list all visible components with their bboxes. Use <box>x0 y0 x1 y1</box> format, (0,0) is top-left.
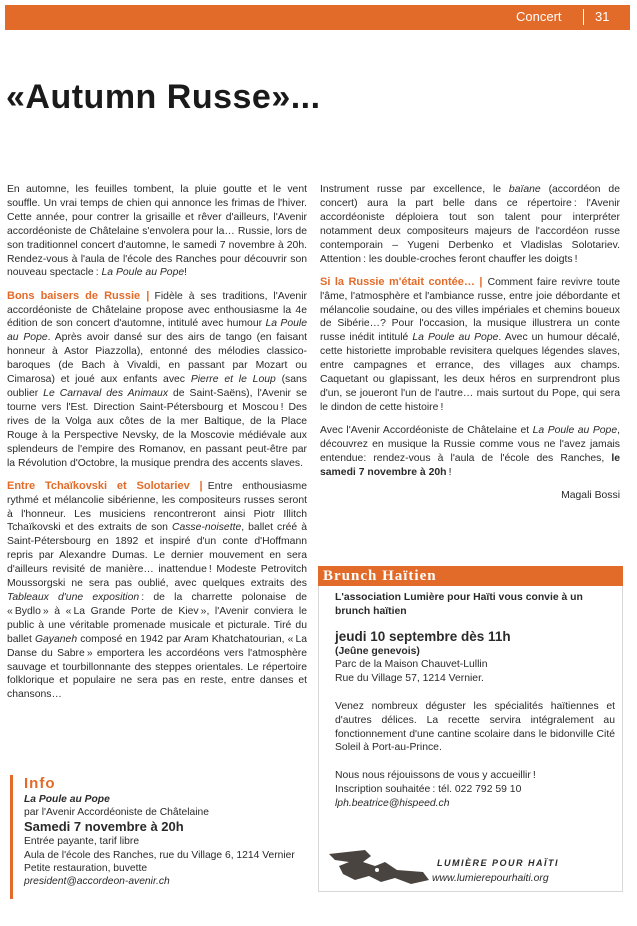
logo-url: www.lumierepourhaiti.org <box>432 873 549 884</box>
brunch-box <box>318 566 623 892</box>
brunch-date: jeudi 10 septembre dès 11h <box>335 628 511 644</box>
info-venue: Aula de l'école des Ranches, rue du Village 6, 1214 Vernier <box>24 849 295 861</box>
brunch-note: (Jeûne genevois) <box>335 645 420 657</box>
brunch-text: Venez nombreux déguster les spécialités haïtiennes et d'autres délices. La recette servira intégralement au fonctionnement d'une cantine scolaire dans le bidonville Cité Soleil à Port-au-Prince. <box>335 700 615 754</box>
section-tchaikovski: Entre Tchaïkovski et Solotariev | Entre enthousiasme rythmé et mélancolie sibérienne, les compositeurs russes seront à l'honneur. Les musiciens rencontreront ainsi Piotr Illitch Tchaïkovski et des extraits de son Casse-noisette, ballet créé à Saint-Pétersbourg en 1892 et inspiré d'un conte d'Hoffmann repris par Alexandre Dumas. Le dernier mouvement en sera d'ailleurs revisité de manière… inattendue ! Modeste Petrovitch Moussorgski ne sera pas oublié, avec quelques extraits des Tableaux d'une exposition : de la charrette polonaise de « Bydlo » à « La Grande Porte de Kiev », l'Avenir conviera le public à une véritable promenade musicale et picturale. Tiré du ballet Gayaneh composé en 1942 par Aram Khatchatourian, « La Danse du Sabre » emportera les accordéons vers l'atmosphère sauvage et tourbillonnante des steppes orientales. Le répertoire folklorique et populaire ne sera pas en reste, entre danses et chansons… <box>7 479 308 701</box>
section-bons-baisers: Bons baisers de Russie | Fidèle à ses traditions, l'Avenir accordéoniste de Châtelaine propose avec enthousiasme la 4e édition de son concert d'automne, intitulé avec humour La Poule au Pope. Après avoir dansé sur des airs de tango (en faisant honneur à Astor Piazzolla), entonné des mélodies classico-baroques (de Bach à Vivaldi, en passant par Mozart ou Cimarosa) et joué aux enfants avec Pierre et le Loup (sans oublier Le Carnaval des Animaux de Saint-Saëns), l'Avenir se tourne vers l'Est. Direction Saint-Pétersbourg et Moscou ! Des rives de la Volga aux côtes de la mer Baltique, de la Place Rouge à la Perspective Nevsky, de la Moscovie médiévale aux splendeurs de l'empire des Romanov, en passant peut-être par la Révolution d'Octobre, la musique prendra des accents slaves. <box>7 289 308 469</box>
header-divider <box>583 9 584 25</box>
section-heading: Bons baisers de Russie | <box>7 289 150 302</box>
brunch-body <box>318 586 623 892</box>
brunch-signup: Inscription souhaitée : tél. 022 792 59 10 <box>335 783 522 795</box>
header-bar <box>5 5 630 30</box>
info-date: Samedi 7 novembre à 20h <box>24 819 184 835</box>
left-column <box>7 183 307 712</box>
intro-paragraph: En automne, les feuilles tombent, la pluie goutte et le vent souffle. Un vrai temps de chien qui annonce les frimas de l'hiver. Cette année, pour contrer la grisaille et rêver d'ailleurs, l'Avenir accordéoniste de Châtelaine s'envolera pour la… Russie, lors de son traditionnel concert d'automne, le samedi 7 novembre à 20h. Rendez-vous à l'aula de l'école des Ranches pour découvrir son nouveau spectacle : La Poule au Pope! <box>7 184 307 279</box>
author-signature: Magali Bossi <box>561 490 620 502</box>
article-title: «Autumn Russe»... <box>6 78 321 116</box>
info-accent-bar <box>10 775 13 899</box>
brunch-place: Parc de la Maison Chauvet-Lullin <box>335 659 488 671</box>
info-email: president@accordeon-avenir.ch <box>24 876 170 888</box>
brunch-email: lph.beatrice@hispeed.ch <box>335 797 450 809</box>
brunch-welcome: Nous nous réjouissons de vous y accueillir ! <box>335 770 536 782</box>
brunch-heading: Brunch Haïtien <box>318 566 623 586</box>
section-heading: Si la Russie m'était contée… | <box>320 275 483 288</box>
info-title: Info <box>24 775 56 792</box>
brunch-address: Rue du Village 57, 1214 Vernier. <box>335 673 484 685</box>
closing-paragraph: Avec l'Avenir Accordéoniste de Châtelaine et La Poule au Pope, découvrez en musique la Russie comme vous ne l'avez jamais entendue: rendez-vous à l'aula de l'école des Ranches, le samedi 7 novembre à 20h ! <box>320 425 620 478</box>
baiane-paragraph: Instrument russe par excellence, le baïane (accordéon de concert) aura la part belle dans ce répertoire : l'Avenir accordéoniste déploiera tout son talent pour interpréter notamment deux compositeurs majeurs de l'accordéon russe contemporain – Yugeni Derbenko et Vladislas Solotariev. Attention : les double-croches feront chauffer les doigts ! <box>320 184 620 265</box>
page-number: 31 <box>595 9 610 24</box>
info-food: Petite restauration, buvette <box>24 862 148 874</box>
brunch-intro: L'association Lumière pour Haïti vous convie à un brunch haïtien <box>335 592 583 617</box>
info-show-title: La Poule au Pope <box>24 794 110 805</box>
haiti-map-icon <box>325 844 433 888</box>
info-by: par l'Avenir Accordéoniste de Châtelaine <box>24 807 209 819</box>
info-entry: Entrée payante, tarif libre <box>24 836 140 848</box>
section-conte: Si la Russie m'était contée… | Comment faire revivre toute l'âme, l'atmosphère et l'ambiance russe, entre joie débordante et mélancolie soudaine, ou des villes impériales et chemins boueux de Sibérie…? Pour l'occasion, la musique illustrera un conte russe inédit intitulé La Poule au Pope. Avec un humour décalé, cette historiette improbable revisitera quelques légendes slaves, entre campagnes et errance, des villages aux champs. Caquetant ou glapissant, les deux héros en surprendront plus d'un, se joueront l'un de l'autre… mais surtout du Pope, qui sera le dindon de cette histoire ! <box>320 275 620 413</box>
section-heading: Entre Tchaïkovski et Solotariev | <box>7 479 203 492</box>
right-column <box>320 183 620 503</box>
logo-name: LUMIÈRE POUR HAÏTI <box>437 858 560 868</box>
section-label: Concert <box>516 9 562 24</box>
